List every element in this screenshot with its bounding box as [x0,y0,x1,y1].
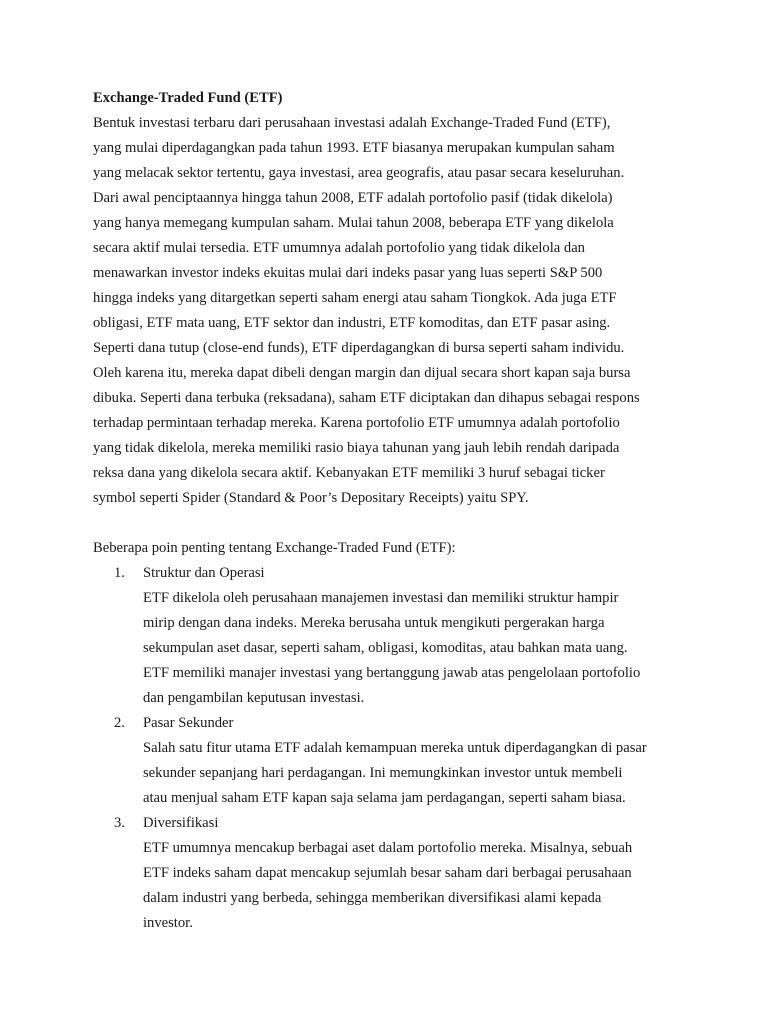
paragraph-line: Bentuk investasi terbaru dari perusahaan investasi adalah Exchange-Traded Fund (ETF), [93,115,611,131]
list-item [93,711,683,811]
list-item-heading-row [93,711,683,736]
paragraph-line: yang melacak sektor tertentu, gaya investasi, area geografis, atau pasar secara keseluruhan. [93,165,625,181]
paragraph-spacer [93,511,683,536]
list-item-line: sekumpulan aset dasar, seperti saham, obligasi, komoditas, atau bahkan mata uang. [143,640,628,656]
list-item-number: 3. [114,815,125,831]
paragraph-line: yang tidak dikelola, mereka memiliki rasio biaya tahunan yang jauh lebih rendah daripada [93,440,620,456]
list-item-line: ETF indeks saham dapat mencakup sejumlah besar saham dari berbagai perusahaan [143,865,632,881]
list-item [93,561,683,711]
list-item [93,811,683,936]
list-item-body [93,836,683,936]
paragraph-line: Oleh karena itu, mereka dapat dibeli dengan margin dan dijual secara short kapan saja bursa [93,365,631,381]
paragraph-line: reksa dana yang dikelola secara aktif. Kebanyakan ETF memiliki 3 huruf sebagai ticker [93,465,605,481]
list-item-heading: Pasar Sekunder [143,715,234,731]
list-item-line: atau menjual saham ETF kapan saja selama jam perdagangan, seperti saham biasa. [143,790,626,806]
points-intro: Beberapa poin penting tentang Exchange-Traded Fund (ETF): [93,540,456,556]
list-item-line: investor. [143,915,193,931]
list-item-line: ETF umumnya mencakup berbagai aset dalam portofolio mereka. Misalnya, sebuah [143,840,633,856]
list-item-line: ETF dikelola oleh perusahaan manajemen investasi dan memiliki struktur hampir [143,590,619,606]
paragraph-line: terhadap permintaan terhadap mereka. Karena portofolio ETF umumnya adalah portofolio [93,415,620,431]
paragraph-line: menawarkan investor indeks ekuitas mulai dari indeks pasar yang luas seperti S&P 500 [93,265,603,281]
paragraph-line: hingga indeks yang ditargetkan seperti saham energi atau saham Tiongkok. Ada juga ETF [93,290,617,306]
intro-paragraph [93,111,683,511]
list-item-body [93,736,683,811]
paragraph-line: dibuka. Seperti dana terbuka (reksadana), saham ETF diciptakan dan dihapus sebagai respons [93,390,640,406]
paragraph-line: obligasi, ETF mata uang, ETF sektor dan industri, ETF komoditas, dan ETF pasar asing. [93,315,611,331]
paragraph-line: yang mulai diperdagangkan pada tahun 1993. ETF biasanya merupakan kumpulan saham [93,140,615,156]
document-title: Exchange-Traded Fund (ETF) [93,90,283,106]
list-item-heading: Diversifikasi [143,815,219,831]
paragraph-line: secara aktif mulai tersedia. ETF umumnya adalah portofolio yang tidak dikelola dan [93,240,585,256]
list-item-number: 2. [114,715,125,731]
list-item-number: 1. [114,565,125,581]
paragraph-line: Dari awal penciptaannya hingga tahun 2008, ETF adalah portofolio pasif (tidak dikelola) [93,190,613,206]
document-content [93,86,683,936]
list-item-line: dalam industri yang berbeda, sehingga memberikan diversifikasi alami kepada [143,890,602,906]
list-item-body [93,586,683,711]
points-list [93,561,683,936]
list-item-line: dan pengambilan keputusan investasi. [143,690,365,706]
list-item-line: Salah satu fitur utama ETF adalah kemampuan mereka untuk diperdagangkan di pasar [143,740,647,756]
list-item-heading-row [93,561,683,586]
list-item-line: sekunder sepanjang hari perdagangan. Ini memungkinkan investor untuk membeli [143,765,623,781]
list-item-line: ETF memiliki manajer investasi yang bertanggung jawab atas pengelolaan portofolio [143,665,641,681]
list-item-line: mirip dengan dana indeks. Mereka berusaha untuk mengikuti pergerakan harga [143,615,605,631]
paragraph-line: Seperti dana tutup (close-end funds), ETF diperdagangkan di bursa seperti saham individu. [93,340,625,356]
paragraph-line: symbol seperti Spider (Standard & Poor’s Depositary Receipts) yaitu SPY. [93,490,529,506]
list-item-heading: Struktur dan Operasi [143,565,265,581]
paragraph-line: yang hanya memegang kumpulan saham. Mulai tahun 2008, beberapa ETF yang dikelola [93,215,614,231]
list-item-heading-row [93,811,683,836]
